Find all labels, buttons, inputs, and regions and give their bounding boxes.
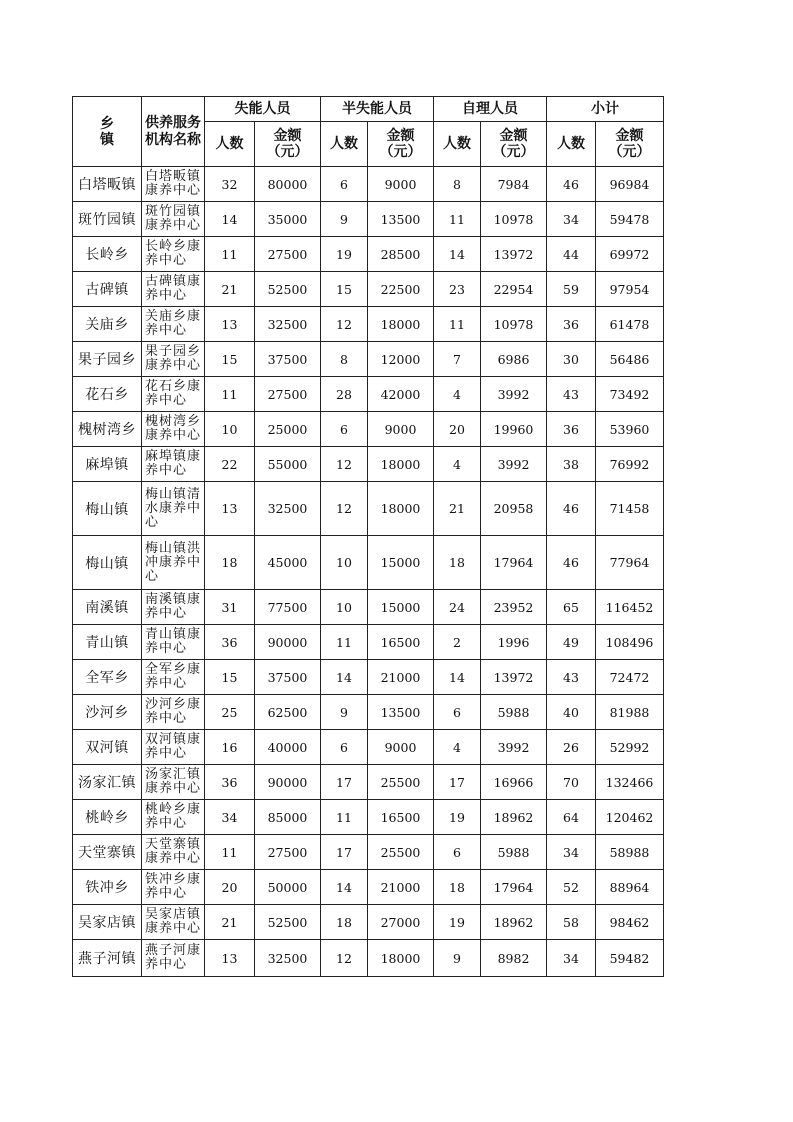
cell-subtotal-count: 59	[547, 272, 596, 307]
cell-semi-disabled-count: 12	[321, 447, 368, 482]
cell-township: 吴家店镇	[73, 905, 142, 940]
cell-subtotal-amount: 61478	[596, 307, 664, 342]
table-row	[73, 482, 664, 536]
cell-subtotal-count: 43	[547, 660, 596, 695]
cell-subtotal-count: 46	[547, 167, 596, 202]
cell-semi-disabled-count: 10	[321, 536, 368, 590]
cell-semi-disabled-amount: 16500	[368, 625, 434, 660]
cell-disabled-count: 22	[205, 447, 255, 482]
cell-disabled-amount: 32500	[255, 940, 321, 977]
cell-institution: 桃岭乡康养中心	[142, 800, 205, 835]
header-institution: 供养服务机构名称	[142, 97, 205, 167]
header-count: 人数	[547, 122, 596, 167]
cell-disabled-count: 36	[205, 625, 255, 660]
cell-subtotal-count: 34	[547, 835, 596, 870]
table-row	[73, 940, 664, 977]
cell-disabled-count: 10	[205, 412, 255, 447]
cell-subtotal-amount: 116452	[596, 590, 664, 625]
cell-semi-disabled-count: 19	[321, 237, 368, 272]
cell-self-care-count: 18	[434, 870, 481, 905]
cell-disabled-amount: 32500	[255, 482, 321, 536]
cell-self-care-amount: 3992	[481, 377, 547, 412]
cell-self-care-amount: 10978	[481, 307, 547, 342]
cell-self-care-count: 4	[434, 730, 481, 765]
cell-disabled-amount: 32500	[255, 307, 321, 342]
table-row	[73, 167, 664, 202]
cell-institution: 双河镇康养中心	[142, 730, 205, 765]
cell-self-care-amount: 18962	[481, 800, 547, 835]
cell-institution: 吴家店镇康养中心	[142, 905, 205, 940]
cell-disabled-count: 13	[205, 940, 255, 977]
cell-self-care-amount: 7984	[481, 167, 547, 202]
cell-subtotal-amount: 72472	[596, 660, 664, 695]
cell-disabled-count: 31	[205, 590, 255, 625]
cell-institution: 关庙乡康养中心	[142, 307, 205, 342]
cell-disabled-count: 18	[205, 536, 255, 590]
cell-self-care-amount: 3992	[481, 447, 547, 482]
cell-township: 燕子河镇	[73, 940, 142, 977]
header-group-subtotal: 小计	[547, 97, 664, 122]
cell-disabled-count: 21	[205, 272, 255, 307]
cell-subtotal-amount: 69972	[596, 237, 664, 272]
header-amount	[255, 122, 321, 167]
cell-institution: 斑竹园镇康养中心	[142, 202, 205, 237]
table-row	[73, 202, 664, 237]
cell-subtotal-count: 52	[547, 870, 596, 905]
cell-self-care-amount: 18962	[481, 905, 547, 940]
cell-semi-disabled-amount: 18000	[368, 940, 434, 977]
cell-self-care-count: 20	[434, 412, 481, 447]
cell-subtotal-amount: 73492	[596, 377, 664, 412]
cell-subtotal-amount: 97954	[596, 272, 664, 307]
cell-township: 古碑镇	[73, 272, 142, 307]
cell-subtotal-count: 64	[547, 800, 596, 835]
cell-subtotal-amount: 96984	[596, 167, 664, 202]
cell-subtotal-count: 58	[547, 905, 596, 940]
cell-institution: 天堂寨镇康养中心	[142, 835, 205, 870]
header-amount-label: 金额	[386, 128, 415, 144]
cell-institution: 汤家汇镇康养中心	[142, 765, 205, 800]
cell-subtotal-count: 70	[547, 765, 596, 800]
cell-disabled-amount: 55000	[255, 447, 321, 482]
cell-township: 天堂寨镇	[73, 835, 142, 870]
cell-self-care-amount: 6986	[481, 342, 547, 377]
cell-township: 南溪镇	[73, 590, 142, 625]
cell-semi-disabled-amount: 13500	[368, 202, 434, 237]
cell-disabled-count: 14	[205, 202, 255, 237]
cell-disabled-amount: 27500	[255, 835, 321, 870]
header-group-semi-disabled: 半失能人员	[321, 97, 434, 122]
cell-subtotal-count: 40	[547, 695, 596, 730]
table-row	[73, 272, 664, 307]
cell-semi-disabled-count: 6	[321, 412, 368, 447]
cell-self-care-count: 19	[434, 905, 481, 940]
cell-self-care-amount: 17964	[481, 870, 547, 905]
cell-subtotal-count: 44	[547, 237, 596, 272]
cell-semi-disabled-amount: 9000	[368, 167, 434, 202]
cell-semi-disabled-amount: 25500	[368, 765, 434, 800]
cell-self-care-count: 14	[434, 660, 481, 695]
cell-township: 花石乡	[73, 377, 142, 412]
cell-disabled-amount: 27500	[255, 377, 321, 412]
cell-subtotal-count: 38	[547, 447, 596, 482]
cell-disabled-count: 32	[205, 167, 255, 202]
cell-self-care-amount: 22954	[481, 272, 547, 307]
cell-self-care-count: 7	[434, 342, 481, 377]
cell-institution: 长岭乡康养中心	[142, 237, 205, 272]
cell-institution: 沙河乡康养中心	[142, 695, 205, 730]
table-row	[73, 765, 664, 800]
cell-self-care-count: 14	[434, 237, 481, 272]
cell-disabled-amount: 35000	[255, 202, 321, 237]
cell-semi-disabled-amount: 12000	[368, 342, 434, 377]
cell-disabled-amount: 25000	[255, 412, 321, 447]
cell-semi-disabled-count: 14	[321, 870, 368, 905]
cell-township: 果子园乡	[73, 342, 142, 377]
cell-semi-disabled-count: 12	[321, 482, 368, 536]
cell-subtotal-count: 49	[547, 625, 596, 660]
cell-subtotal-count: 26	[547, 730, 596, 765]
cell-institution: 梅山镇清水康养中心	[142, 482, 205, 536]
cell-semi-disabled-count: 10	[321, 590, 368, 625]
cell-disabled-count: 16	[205, 730, 255, 765]
cell-institution: 果子园乡康养中心	[142, 342, 205, 377]
cell-subtotal-amount: 56486	[596, 342, 664, 377]
table-row	[73, 307, 664, 342]
cell-subtotal-amount: 77964	[596, 536, 664, 590]
cell-self-care-count: 23	[434, 272, 481, 307]
cell-semi-disabled-count: 12	[321, 940, 368, 977]
cell-semi-disabled-amount: 21000	[368, 660, 434, 695]
cell-disabled-amount: 90000	[255, 625, 321, 660]
cell-subtotal-count: 43	[547, 377, 596, 412]
cell-disabled-count: 11	[205, 237, 255, 272]
cell-subtotal-count: 36	[547, 307, 596, 342]
cell-institution: 梅山镇洪冲康养中心	[142, 536, 205, 590]
cell-self-care-amount: 8982	[481, 940, 547, 977]
cell-semi-disabled-count: 6	[321, 167, 368, 202]
cell-semi-disabled-count: 9	[321, 695, 368, 730]
cell-self-care-amount: 13972	[481, 660, 547, 695]
cell-semi-disabled-count: 15	[321, 272, 368, 307]
cell-subtotal-amount: 52992	[596, 730, 664, 765]
cell-semi-disabled-amount: 18000	[368, 447, 434, 482]
cell-disabled-amount: 45000	[255, 536, 321, 590]
cell-self-care-amount: 5988	[481, 835, 547, 870]
cell-semi-disabled-amount: 15000	[368, 590, 434, 625]
cell-self-care-amount: 19960	[481, 412, 547, 447]
cell-semi-disabled-amount: 16500	[368, 800, 434, 835]
cell-subtotal-count: 30	[547, 342, 596, 377]
cell-subtotal-amount: 98462	[596, 905, 664, 940]
cell-disabled-count: 34	[205, 800, 255, 835]
cell-disabled-count: 13	[205, 482, 255, 536]
cell-self-care-count: 6	[434, 835, 481, 870]
header-count: 人数	[434, 122, 481, 167]
cell-subtotal-count: 65	[547, 590, 596, 625]
cell-township: 梅山镇	[73, 536, 142, 590]
table-row	[73, 660, 664, 695]
table-header	[73, 97, 664, 167]
cell-self-care-count: 11	[434, 202, 481, 237]
cell-subtotal-amount: 88964	[596, 870, 664, 905]
cell-disabled-amount: 90000	[255, 765, 321, 800]
cell-self-care-count: 18	[434, 536, 481, 590]
cell-semi-disabled-count: 17	[321, 835, 368, 870]
table-body	[73, 167, 664, 977]
cell-institution: 槐树湾乡康养中心	[142, 412, 205, 447]
cell-disabled-amount: 50000	[255, 870, 321, 905]
table-row	[73, 870, 664, 905]
cell-township: 槐树湾乡	[73, 412, 142, 447]
cell-semi-disabled-amount: 9000	[368, 730, 434, 765]
cell-disabled-amount: 77500	[255, 590, 321, 625]
cell-disabled-count: 11	[205, 377, 255, 412]
cell-subtotal-amount: 108496	[596, 625, 664, 660]
cell-semi-disabled-count: 8	[321, 342, 368, 377]
cell-semi-disabled-amount: 18000	[368, 482, 434, 536]
cell-disabled-amount: 27500	[255, 237, 321, 272]
cell-semi-disabled-count: 12	[321, 307, 368, 342]
cell-township: 麻埠镇	[73, 447, 142, 482]
cell-institution: 麻埠镇康养中心	[142, 447, 205, 482]
header-group-self-care: 自理人员	[434, 97, 547, 122]
cell-township: 汤家汇镇	[73, 765, 142, 800]
cell-semi-disabled-amount: 9000	[368, 412, 434, 447]
cell-self-care-count: 8	[434, 167, 481, 202]
cell-semi-disabled-count: 28	[321, 377, 368, 412]
cell-subtotal-amount: 58988	[596, 835, 664, 870]
table-row	[73, 377, 664, 412]
cell-disabled-amount: 80000	[255, 167, 321, 202]
cell-township: 斑竹园镇	[73, 202, 142, 237]
header-amount-label: 金额	[499, 128, 528, 144]
header-amount-unit: （元）	[608, 144, 651, 160]
cell-disabled-amount: 37500	[255, 660, 321, 695]
cell-semi-disabled-count: 11	[321, 625, 368, 660]
header-amount	[481, 122, 547, 167]
cell-subtotal-count: 46	[547, 482, 596, 536]
cell-self-care-count: 4	[434, 447, 481, 482]
cell-semi-disabled-amount: 18000	[368, 307, 434, 342]
cell-township: 梅山镇	[73, 482, 142, 536]
table-row	[73, 590, 664, 625]
cell-self-care-amount: 23952	[481, 590, 547, 625]
cell-township: 青山镇	[73, 625, 142, 660]
cell-institution: 青山镇康养中心	[142, 625, 205, 660]
cell-self-care-count: 4	[434, 377, 481, 412]
cell-subtotal-amount: 71458	[596, 482, 664, 536]
cell-semi-disabled-amount: 21000	[368, 870, 434, 905]
cell-semi-disabled-amount: 25500	[368, 835, 434, 870]
table-row	[73, 730, 664, 765]
cell-semi-disabled-count: 11	[321, 800, 368, 835]
table-row	[73, 342, 664, 377]
table-row	[73, 800, 664, 835]
cell-self-care-count: 11	[434, 307, 481, 342]
cell-self-care-amount: 1996	[481, 625, 547, 660]
cell-subtotal-amount: 132466	[596, 765, 664, 800]
cell-subtotal-amount: 120462	[596, 800, 664, 835]
cell-semi-disabled-amount: 15000	[368, 536, 434, 590]
cell-disabled-count: 36	[205, 765, 255, 800]
cell-semi-disabled-amount: 28500	[368, 237, 434, 272]
cell-disabled-amount: 40000	[255, 730, 321, 765]
cell-self-care-amount: 10978	[481, 202, 547, 237]
cell-disabled-amount: 62500	[255, 695, 321, 730]
table-row	[73, 536, 664, 590]
cell-disabled-count: 15	[205, 342, 255, 377]
cell-self-care-count: 9	[434, 940, 481, 977]
cell-self-care-count: 6	[434, 695, 481, 730]
cell-self-care-count: 21	[434, 482, 481, 536]
cell-institution: 白塔畈镇康养中心	[142, 167, 205, 202]
header-count: 人数	[321, 122, 368, 167]
cell-subtotal-amount: 53960	[596, 412, 664, 447]
cell-institution: 全军乡康养中心	[142, 660, 205, 695]
cell-semi-disabled-amount: 22500	[368, 272, 434, 307]
cell-disabled-count: 11	[205, 835, 255, 870]
cell-disabled-amount: 37500	[255, 342, 321, 377]
table-row	[73, 835, 664, 870]
table-row	[73, 237, 664, 272]
cell-self-care-count: 24	[434, 590, 481, 625]
cell-subtotal-amount: 59482	[596, 940, 664, 977]
cell-disabled-amount: 52500	[255, 905, 321, 940]
cell-township: 沙河乡	[73, 695, 142, 730]
header-amount-unit: （元）	[492, 144, 535, 160]
cell-disabled-count: 25	[205, 695, 255, 730]
cell-semi-disabled-count: 9	[321, 202, 368, 237]
cell-disabled-count: 13	[205, 307, 255, 342]
cell-semi-disabled-count: 14	[321, 660, 368, 695]
table-row	[73, 625, 664, 660]
cell-self-care-amount: 17964	[481, 536, 547, 590]
cell-subtotal-count: 46	[547, 536, 596, 590]
cell-township: 白塔畈镇	[73, 167, 142, 202]
cell-semi-disabled-amount: 42000	[368, 377, 434, 412]
cell-subtotal-amount: 76992	[596, 447, 664, 482]
cell-subtotal-count: 34	[547, 940, 596, 977]
header-township: 乡 镇	[73, 97, 142, 167]
subsidy-table	[72, 96, 664, 977]
cell-semi-disabled-amount: 27000	[368, 905, 434, 940]
table-row	[73, 695, 664, 730]
cell-institution: 燕子河康养中心	[142, 940, 205, 977]
cell-disabled-count: 20	[205, 870, 255, 905]
header-group-disabled: 失能人员	[205, 97, 321, 122]
cell-township: 长岭乡	[73, 237, 142, 272]
cell-subtotal-amount: 59478	[596, 202, 664, 237]
cell-institution: 花石乡康养中心	[142, 377, 205, 412]
cell-institution: 铁冲乡康养中心	[142, 870, 205, 905]
cell-township: 全军乡	[73, 660, 142, 695]
cell-self-care-count: 17	[434, 765, 481, 800]
cell-institution: 南溪镇康养中心	[142, 590, 205, 625]
cell-subtotal-count: 34	[547, 202, 596, 237]
cell-self-care-amount: 20958	[481, 482, 547, 536]
cell-subtotal-count: 36	[547, 412, 596, 447]
cell-self-care-count: 19	[434, 800, 481, 835]
header-amount	[368, 122, 434, 167]
cell-disabled-count: 15	[205, 660, 255, 695]
cell-township: 关庙乡	[73, 307, 142, 342]
cell-disabled-amount: 85000	[255, 800, 321, 835]
cell-semi-disabled-count: 17	[321, 765, 368, 800]
cell-semi-disabled-count: 18	[321, 905, 368, 940]
table-row	[73, 905, 664, 940]
cell-semi-disabled-amount: 13500	[368, 695, 434, 730]
cell-subtotal-amount: 81988	[596, 695, 664, 730]
cell-self-care-amount: 3992	[481, 730, 547, 765]
cell-self-care-amount: 13972	[481, 237, 547, 272]
cell-semi-disabled-count: 6	[321, 730, 368, 765]
cell-disabled-count: 21	[205, 905, 255, 940]
cell-institution: 古碑镇康养中心	[142, 272, 205, 307]
header-amount-label: 金额	[273, 128, 302, 144]
header-amount	[596, 122, 664, 167]
table-row	[73, 412, 664, 447]
cell-disabled-amount: 52500	[255, 272, 321, 307]
header-amount-unit: （元）	[379, 144, 422, 160]
cell-self-care-count: 2	[434, 625, 481, 660]
table-row	[73, 447, 664, 482]
cell-township: 铁冲乡	[73, 870, 142, 905]
header-amount-unit: （元）	[266, 144, 309, 160]
cell-self-care-amount: 5988	[481, 695, 547, 730]
header-amount-label: 金额	[615, 128, 644, 144]
cell-self-care-amount: 16966	[481, 765, 547, 800]
header-count: 人数	[205, 122, 255, 167]
cell-township: 桃岭乡	[73, 800, 142, 835]
cell-township: 双河镇	[73, 730, 142, 765]
